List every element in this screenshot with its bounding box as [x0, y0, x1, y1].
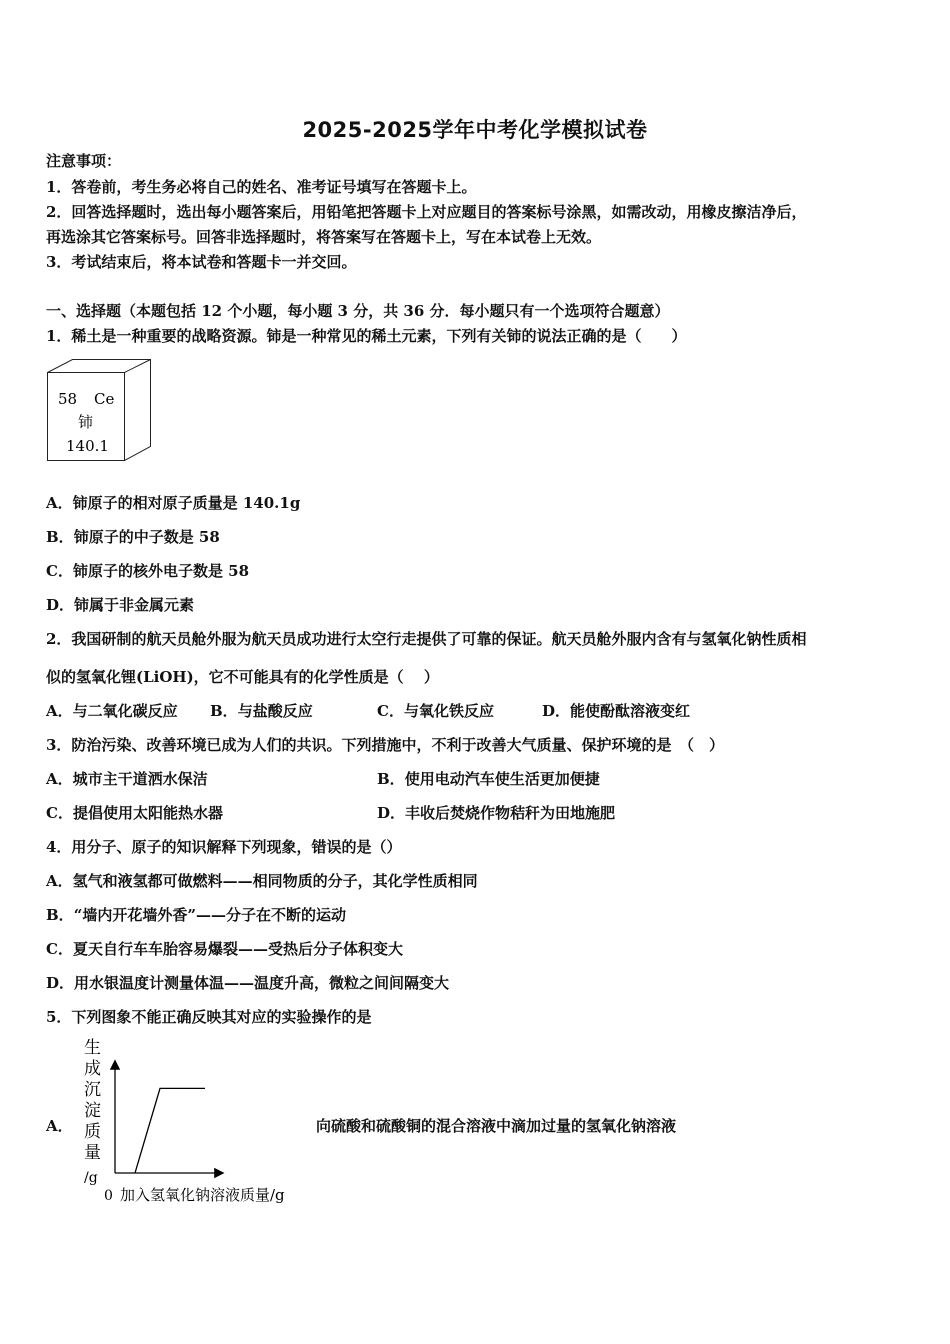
option-label: C． — [46, 804, 73, 822]
q4-option-c — [46, 940, 403, 958]
option-label: A． — [46, 494, 73, 512]
option-text: 能使酚酞溶液变红 — [570, 702, 691, 720]
element-symbol: Ce — [94, 390, 115, 408]
y-axis-label-char: 生 — [84, 1038, 101, 1058]
q2-option-b — [210, 702, 313, 720]
option-text: 与盐酸反应 — [237, 702, 313, 720]
notice-item-3: 3．考试结束后，将本试卷和答题卡一并交回。 — [46, 253, 357, 271]
q2-option-a — [46, 702, 178, 720]
notice-item-2-cont: 再选涂其它答案标号。回答非选择题时，将答案写在答题卡上，写在本试卷上无效。 — [46, 228, 602, 246]
option-label: D． — [46, 974, 75, 992]
notice-heading: 注意事项： — [46, 152, 122, 170]
y-axis-label-char: 质 — [84, 1122, 101, 1142]
q4-option-a — [46, 872, 478, 890]
element-card — [46, 358, 154, 462]
q2-stem-line2: 似的氢氧化锂(LiOH)，它不可能具有的化学性质是（ ） — [46, 668, 439, 686]
notice-item-2: 2．回答选择题时，选出每小题答案后，用铅笔把答题卡上对应题目的答案标号涂黑，如需改动，用橡皮擦洁净后， — [46, 203, 807, 221]
q1-option-d — [46, 596, 194, 614]
option-label: B． — [46, 906, 74, 924]
option-label: C． — [377, 702, 404, 720]
q5-option-a-label: A． — [46, 1117, 73, 1135]
q3-option-c — [46, 804, 223, 822]
q2-option-d — [542, 702, 690, 720]
q4-stem: 4．用分子、原子的知识解释下列现象，错误的是（） — [46, 838, 402, 856]
q1-option-b — [46, 528, 220, 546]
element-mass: 140.1 — [66, 437, 109, 455]
q3-option-b — [377, 770, 600, 788]
option-text: 铈原子的相对原子质量是 140.1g — [72, 494, 301, 512]
option-label: B． — [377, 770, 405, 788]
q5-chart — [78, 1036, 310, 1208]
option-label: D． — [377, 804, 406, 822]
option-text: 用水银温度计测量体温——温度升高，微粒之间间隔变大 — [74, 974, 450, 992]
option-text: 与二氧化碳反应 — [72, 702, 178, 720]
option-text: 丰收后焚烧作物秸秆为田地施肥 — [405, 804, 616, 822]
y-axis-label-char: 沉 — [84, 1080, 101, 1100]
y-axis-label-char: 成 — [84, 1059, 101, 1079]
page-title: 2025-2025学年中考化学模拟试卷 — [302, 118, 648, 142]
element-number: 58 — [58, 390, 78, 408]
option-label: C． — [46, 562, 73, 580]
option-label: C． — [46, 940, 73, 958]
q5-stem: 5．下列图象不能正确反映其对应的实验操作的是 — [46, 1008, 372, 1026]
q1-option-c — [46, 562, 249, 580]
y-axis-label — [84, 1038, 101, 1163]
y-axis-label-char: 量 — [84, 1143, 101, 1163]
option-text: 城市主干道洒水保洁 — [72, 770, 208, 788]
option-text: “墙内开花墙外香”——分子在不断的运动 — [73, 906, 346, 924]
y-axis-unit: /g — [84, 1170, 98, 1186]
notice-item-1: 1．答卷前，考生务必将自己的姓名、准考证号填写在答题卡上。 — [46, 178, 477, 196]
option-text: 提倡使用太阳能热水器 — [72, 804, 223, 822]
option-label: D． — [46, 596, 75, 614]
q1-stem: 1．稀土是一种重要的战略资源。铈是一种常见的稀土元素，下列有关铈的说法正确的是（ ） — [46, 327, 687, 345]
origin-label: 0 — [104, 1188, 113, 1204]
option-text: 铈属于非金属元素 — [74, 596, 195, 614]
option-text: 夏天自行车车胎容易爆裂——受热后分子体积变大 — [72, 940, 403, 958]
q1-option-a — [46, 494, 300, 512]
option-label: A． — [46, 872, 73, 890]
option-label: B． — [210, 702, 238, 720]
y-axis-label-char: 淀 — [84, 1101, 101, 1121]
x-axis-label: 加入氢氧化钠溶液质量/g — [120, 1186, 285, 1204]
option-label: B． — [46, 528, 74, 546]
option-label: A． — [46, 770, 73, 788]
q3-stem: 3．防治污染、改善环境已成为人们的共识。下列措施中，不利于改善大气质量、保护环境的是 （ ） — [46, 736, 724, 754]
q3-option-a — [46, 770, 208, 788]
option-text: 铈原子的中子数是 58 — [73, 528, 220, 546]
section-heading: 一、选择题（本题包括 12 个小题，每小题 3 分，共 36 分．每小题只有一个选项符合题意） — [46, 302, 670, 320]
option-text: 氢气和液氢都可做燃料——相同物质的分子，其化学性质相同 — [72, 872, 478, 890]
q4-option-b — [46, 906, 346, 924]
q3-option-d — [377, 804, 615, 822]
q2-option-c — [377, 702, 494, 720]
q5-option-a-description: 向硫酸和硫酸铜的混合溶液中滴加过量的氢氧化钠溶液 — [316, 1117, 677, 1135]
option-text: 铈原子的核外电子数是 58 — [72, 562, 250, 580]
q2-stem-line1: 2．我国研制的航天员舱外服为航天员成功进行太空行走提供了可靠的保证。航天员舱外服内含有与氢氧化钠性质相 — [46, 630, 807, 648]
series-line — [135, 1088, 205, 1173]
q4-option-d — [46, 974, 449, 992]
option-text: 与氧化铁反应 — [403, 702, 494, 720]
option-label: A． — [46, 702, 73, 720]
element-name: 铈 — [78, 413, 94, 431]
option-text: 使用电动汽车使生活更加便捷 — [404, 770, 600, 788]
option-label: D． — [542, 702, 571, 720]
